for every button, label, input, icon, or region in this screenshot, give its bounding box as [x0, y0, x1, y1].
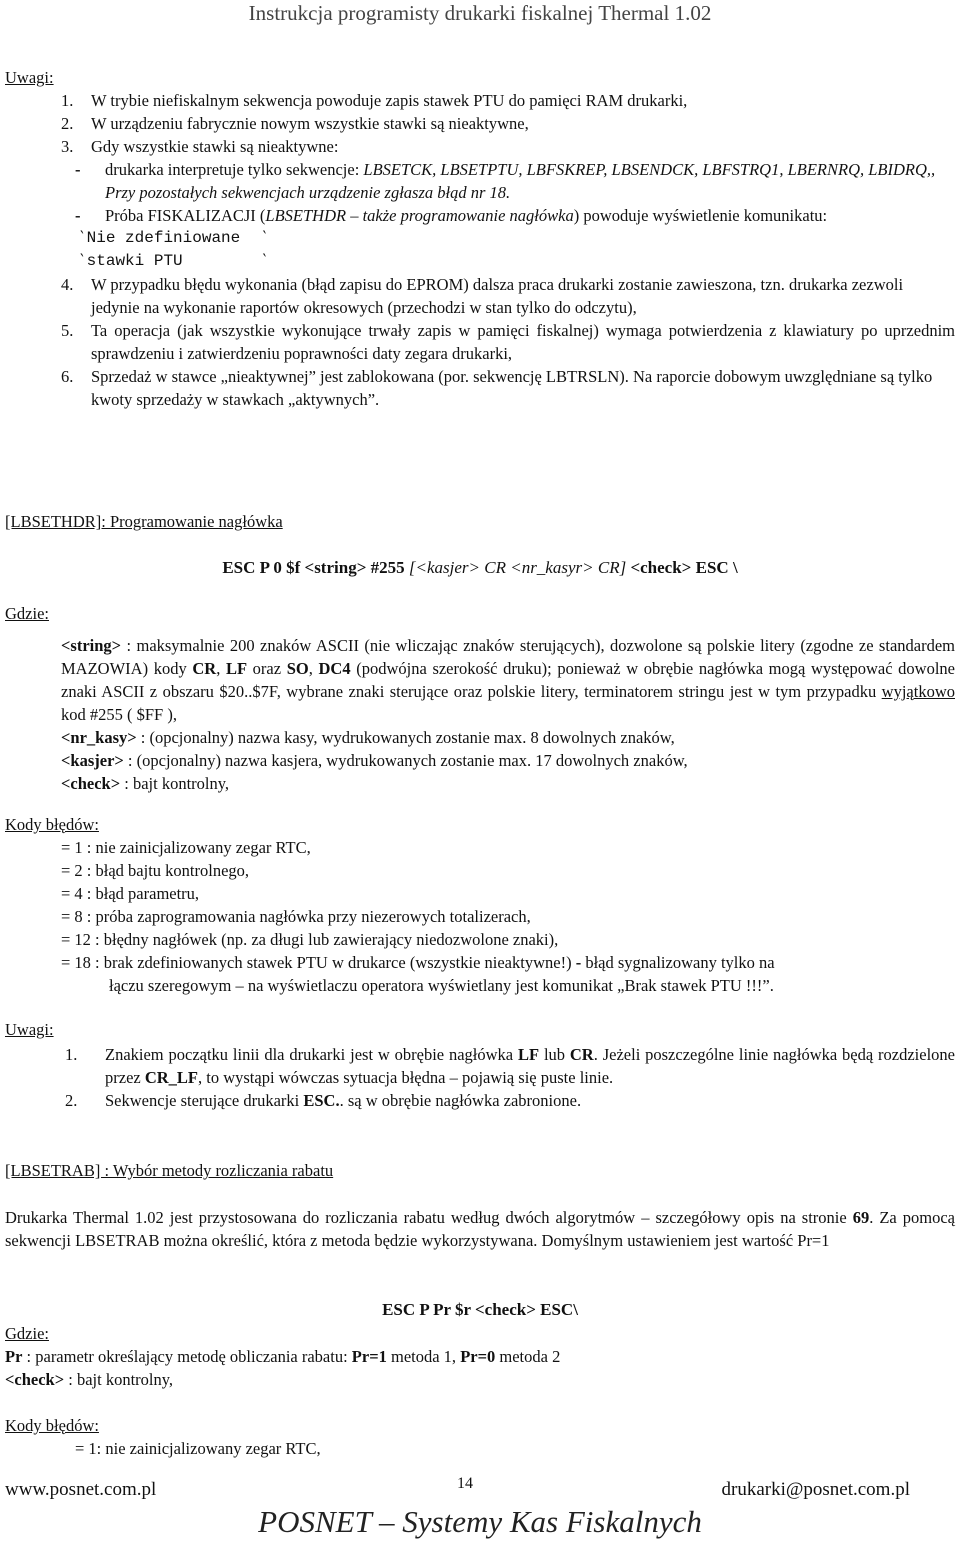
display-message-line-2: ‵stawki PTU ‵	[77, 252, 270, 270]
display-message-line-1: ‵Nie zdefiniowane ‵	[77, 229, 270, 247]
error-item: = 4 : błąd parametru,	[61, 884, 200, 903]
lbsetrab-errors	[5, 1414, 955, 1460]
gdzie-label: Gdzie:	[5, 604, 49, 623]
list-item: 5. Ta operacja (jak wszystkie wykonujące trwały zapis w pamięci fiskalnej) wymaga potwierdzenia z klawiatury po uprzednim sprawdzeniu i zatwierdzeniu poprawności daty zegara drukarki,	[61, 321, 955, 363]
list-item: 1. Znakiem początku linii dla drukarki jest w obrębie nagłówka LF lub CR. Jeżeli poszczególne linie nagłówka będą rozdzielone przez CR_LF, to wystąpi wówczas sytuacja błędna – pojawią się puste linie.	[65, 1045, 955, 1087]
param-kasjer: <kasjer> : (opcjonalny) nazwa kasjera, wydrukowanych zostanie max. 17 dowolnych znaków,	[61, 751, 688, 770]
uwagi-title: Uwagi:	[5, 1020, 54, 1039]
uwagi-section-1	[5, 66, 955, 411]
lbsethdr-errors: Kody błędów: = 1 : nie zainicjalizowany zegar RTC, = 2 : błąd bajtu kontrolnego, = 4 : błąd parametru, = 8 : próba zaprogramowania nagłówka przy niezerowych totalizerach, = 12 : błędny nagłówek (np. za długi lub zawierający niedozwolone znaki), = 18 : brak zdefiniowanych stawek PTU w drukarce (wszystkie nieaktywne!) - błąd sygnalizowany tylko na łączu szeregowym – na wyświetlaczu operatora wyświetlany jest komunikat „Brak stawek PTU !!!”.	[5, 813, 955, 997]
error-item: = 1: nie zainicjalizowany zegar RTC,	[75, 1439, 321, 1458]
param-check: <check> : bajt kontrolny,	[61, 774, 230, 793]
gdzie-label: Gdzie:	[5, 1324, 49, 1343]
lbsetrab-syntax: ESC P Pr $r <check> ESC\	[382, 1300, 578, 1319]
lbsethdr-title: [LBSETHDR]: Programowanie nagłówka	[5, 512, 283, 531]
kody-bledow-label: Kody błędów:	[5, 1416, 99, 1435]
list-item: 4. W przypadku błędu wykonania (błąd zapisu do EPROM) dalsza praca drukarki zostanie zawieszona, tzn. drukarka zezwoli jedynie na wykonanie raportów okresowych (przechodzi w stan tylko do odczytu),	[61, 275, 904, 317]
lbsetrab-description: Drukarka Thermal 1.02 jest przystosowana do rozliczania rabatu według dwóch algorytmów – szczegółowy opis na stronie 69. Za pomocą sekwencji LBSETRAB można określić, która z metoda będzie wykorzystywana. Domyślnym ustawieniem jest wartość Pr=1	[5, 1208, 955, 1250]
lbsethdr-uwagi	[5, 1018, 955, 1112]
list-item: 3. Gdy wszystkie stawki są nieaktywne:	[61, 137, 339, 156]
dash-item-1: - drukarka interpretuje tylko sekwencje: LBSETCK, LBSETPTU, LBFSKREP, LBSENDCK, LBFSTRQ1, LBERNRQ, LBIDRQ,, Przy pozostałych sekwencjach urządzenie zgłasza błąd nr 18.	[75, 160, 936, 202]
lbsethdr-params	[5, 602, 955, 795]
dash-item-2: - Próba FISKALIZACJI (LBSETHDR – także programowanie nagłówka) powoduje wyświetlenie komunikatu:	[75, 206, 828, 225]
kody-bledow-label: Kody błędów:	[5, 815, 99, 834]
error-item: = 1 : nie zainicjalizowany zegar RTC,	[61, 838, 311, 857]
error-item: = 8 : próba zaprogramowania nagłówka przy niezerowych totalizerach,	[61, 907, 531, 926]
param-string: <string> : maksymalnie 200 znaków ASCII (nie wliczając znaków sterujących), dozwolone są polskie litery (zgodne ze standardem MAZOWIA) kody CR, LF oraz SO, DC4 (podwójna szerokość druku); ponieważ w obrębie nagłówka mogą występować dowolne znaki ASCII z obszaru $20..$7F, wybrane znaki sterujące oraz polskie litery, terminatorem stringu jest w tym przypadku wyjątkowo kod #255 ( $FF ),	[61, 636, 955, 724]
param-nr-kasy: <nr_kasy> : (opcjonalny) nazwa kasy, wydrukowanych zostanie max. 8 dowolnych znaków,	[61, 728, 675, 747]
error-item: = 12 : błędny nagłówek (np. za długi lub zawierający niedozwolone znaki),	[61, 930, 559, 949]
list-item: 6. Sprzedaż w stawce „nieaktywnej” jest zablokowana (por. sekwencję LBTRSLN). Na raporcie dobowym uwzględniane są tylko kwoty sprzedaży w stawkach „aktywnych”.	[61, 367, 933, 409]
lbsetrab-params	[5, 1322, 955, 1391]
param-pr: Pr : parametr określający metodę obliczania rabatu: Pr=1 metoda 1, Pr=0 metoda 2	[5, 1347, 561, 1366]
param-check: <check> : bajt kontrolny,	[5, 1370, 174, 1389]
error-item: = 18 : brak zdefiniowanych stawek PTU w drukarce (wszystkie nieaktywne!) - błąd sygnalizowany tylko na	[61, 953, 775, 972]
list-item: 2. Sekwencje sterujące drukarki ESC.. są w obrębie nagłówka zabronione.	[65, 1091, 582, 1110]
footer-website: www.posnet.com.pl	[5, 1479, 157, 1500]
list-item: 1. W trybie niefiskalnym sekwencja powoduje zapis stawek PTU do pamięci RAM drukarki,	[61, 91, 688, 110]
footer-email: drukarki@posnet.com.pl	[721, 1479, 910, 1500]
page-header: Instrukcja programisty drukarki fiskalnej Thermal 1.02	[248, 1, 712, 25]
uwagi-title: Uwagi:	[5, 68, 54, 87]
list-item: 2. W urządzeniu fabrycznie nowym wszystkie stawki są nieaktywne,	[61, 114, 529, 133]
footer-brand: POSNET – Systemy Kas Fiskalnych	[258, 1504, 702, 1539]
page-number: 14	[457, 1475, 473, 1492]
lbsetrab-title: [LBSETRAB] : Wybór metody rozliczania rabatu	[5, 1161, 334, 1180]
error-item: = 2 : błąd bajtu kontrolnego,	[61, 861, 250, 880]
lbsethdr-syntax: ESC P 0 $f <string> #255 [<kasjer> CR <nr_kasyr> CR] <check> ESC \	[222, 558, 738, 577]
